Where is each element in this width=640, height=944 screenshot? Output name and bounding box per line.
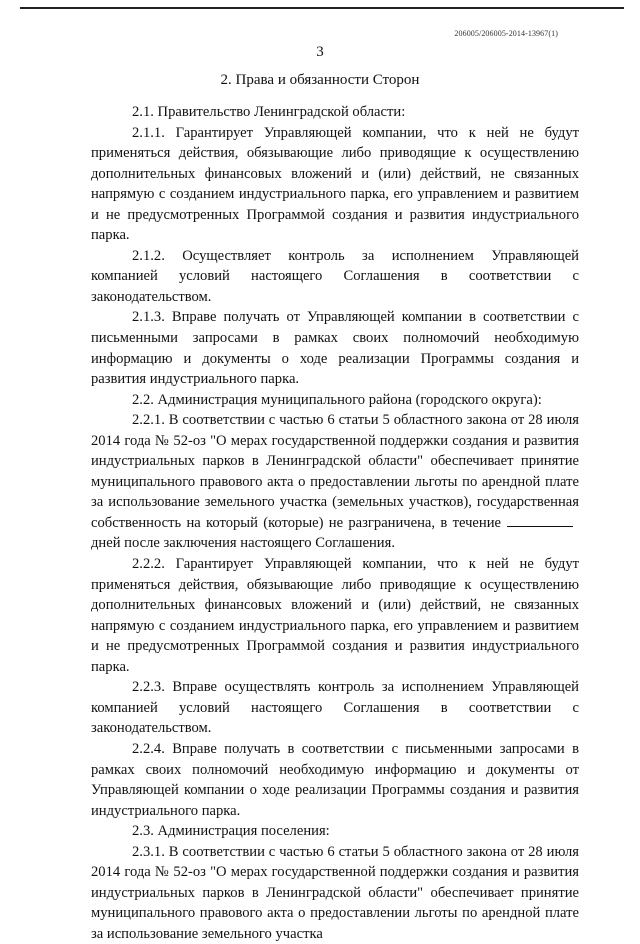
document-body	[91, 102, 579, 944]
paragraph-2-2-1	[91, 410, 579, 554]
paragraph-2-1-3: 2.1.3. Вправе получать от Управляющей компании в соответствии с письменными запросами в рамках своих полномочий необходимую информацию и документы о ходе реализации Программы создания и развития индустриального парка.	[91, 309, 579, 388]
paragraph-2-1-1: 2.1.1. Гарантирует Управляющей компании, что к ней не будут применяться действия, обязывающие либо приводящие к осуществлению дополнительных финансовых вложений и (или) действий, не связанных напрямую с созданием индустриального парка, его управлением и развитием и не предусмотренных Программой создания и развития индустриального парка.	[91, 124, 579, 244]
document-code: 206005/206005-2014-13967(1)	[454, 29, 558, 38]
paragraph-2-2-4: 2.2.4. Вправе получать в соответствии с письменными запросами в рамках своих полномочий необходимую информацию и документы от Управляющей компании о ходе реализации Программы создания и развития индустриального парка.	[91, 740, 579, 819]
paragraph-2-2-1-tail: дней после заключения настоящего Соглашения.	[91, 535, 395, 552]
top-rule	[20, 7, 624, 9]
section-title: 2. Права и обязанности Сторон	[220, 72, 420, 88]
paragraph-2-3: 2.3. Администрация поселения:	[132, 823, 330, 840]
paragraph-2-1: 2.1. Правительство Ленинградской области:	[132, 104, 406, 120]
page-number: 3	[316, 44, 324, 60]
paragraph-2-2-2: 2.2.2. Гарантирует Управляющей компании, что к ней не будут применяться действия, обязывающие либо приводящие к осуществлению дополнительных финансовых вложений и (или) действий, не связанных напрямую с созданием индустриального парка, его управлением и развитием и не предусмотренных Программой создания и развития индустриального парка.	[91, 556, 579, 675]
paragraph-2-1-2: 2.1.2. Осуществляет контроль за исполнением Управляющей компанией условий настоящего Соглашения в соответствии с законодательством.	[91, 247, 579, 305]
paragraph-2-2-1-text: 2.2.1. В соответствии с частью 6 статьи 5 областного закона от 28 июля 2014 года № 52-оз "О мерах государственной поддержки создания и развития индустриальных парков в Ленинградской области" обеспечивает принятие муниципального правового акта о предоставлении льготы по арендной плате за использование земельного участка (земельных участков), государственная собственность на который (которые) не разграничена, в течение	[91, 412, 579, 531]
paragraph-2-3-1: 2.3.1. В соответствии с частью 6 статьи 5 областного закона от 28 июля 2014 года № 52-оз "О мерах государственной поддержки создания и развития индустриальных парков в Ленинградской области" обеспечивает принятие муниципального правового акта о предоставлении льготы по арендной плате за использование земельного участка	[91, 843, 579, 942]
paragraph-2-2-3: 2.2.3. Вправе осуществлять контроль за исполнением Управляющей компанией условий настоящего Соглашения в соответствии с законодательством.	[91, 679, 579, 737]
blank-days-field	[507, 514, 573, 527]
paragraph-2-2: 2.2. Администрация муниципального района (городского округа):	[132, 391, 542, 408]
